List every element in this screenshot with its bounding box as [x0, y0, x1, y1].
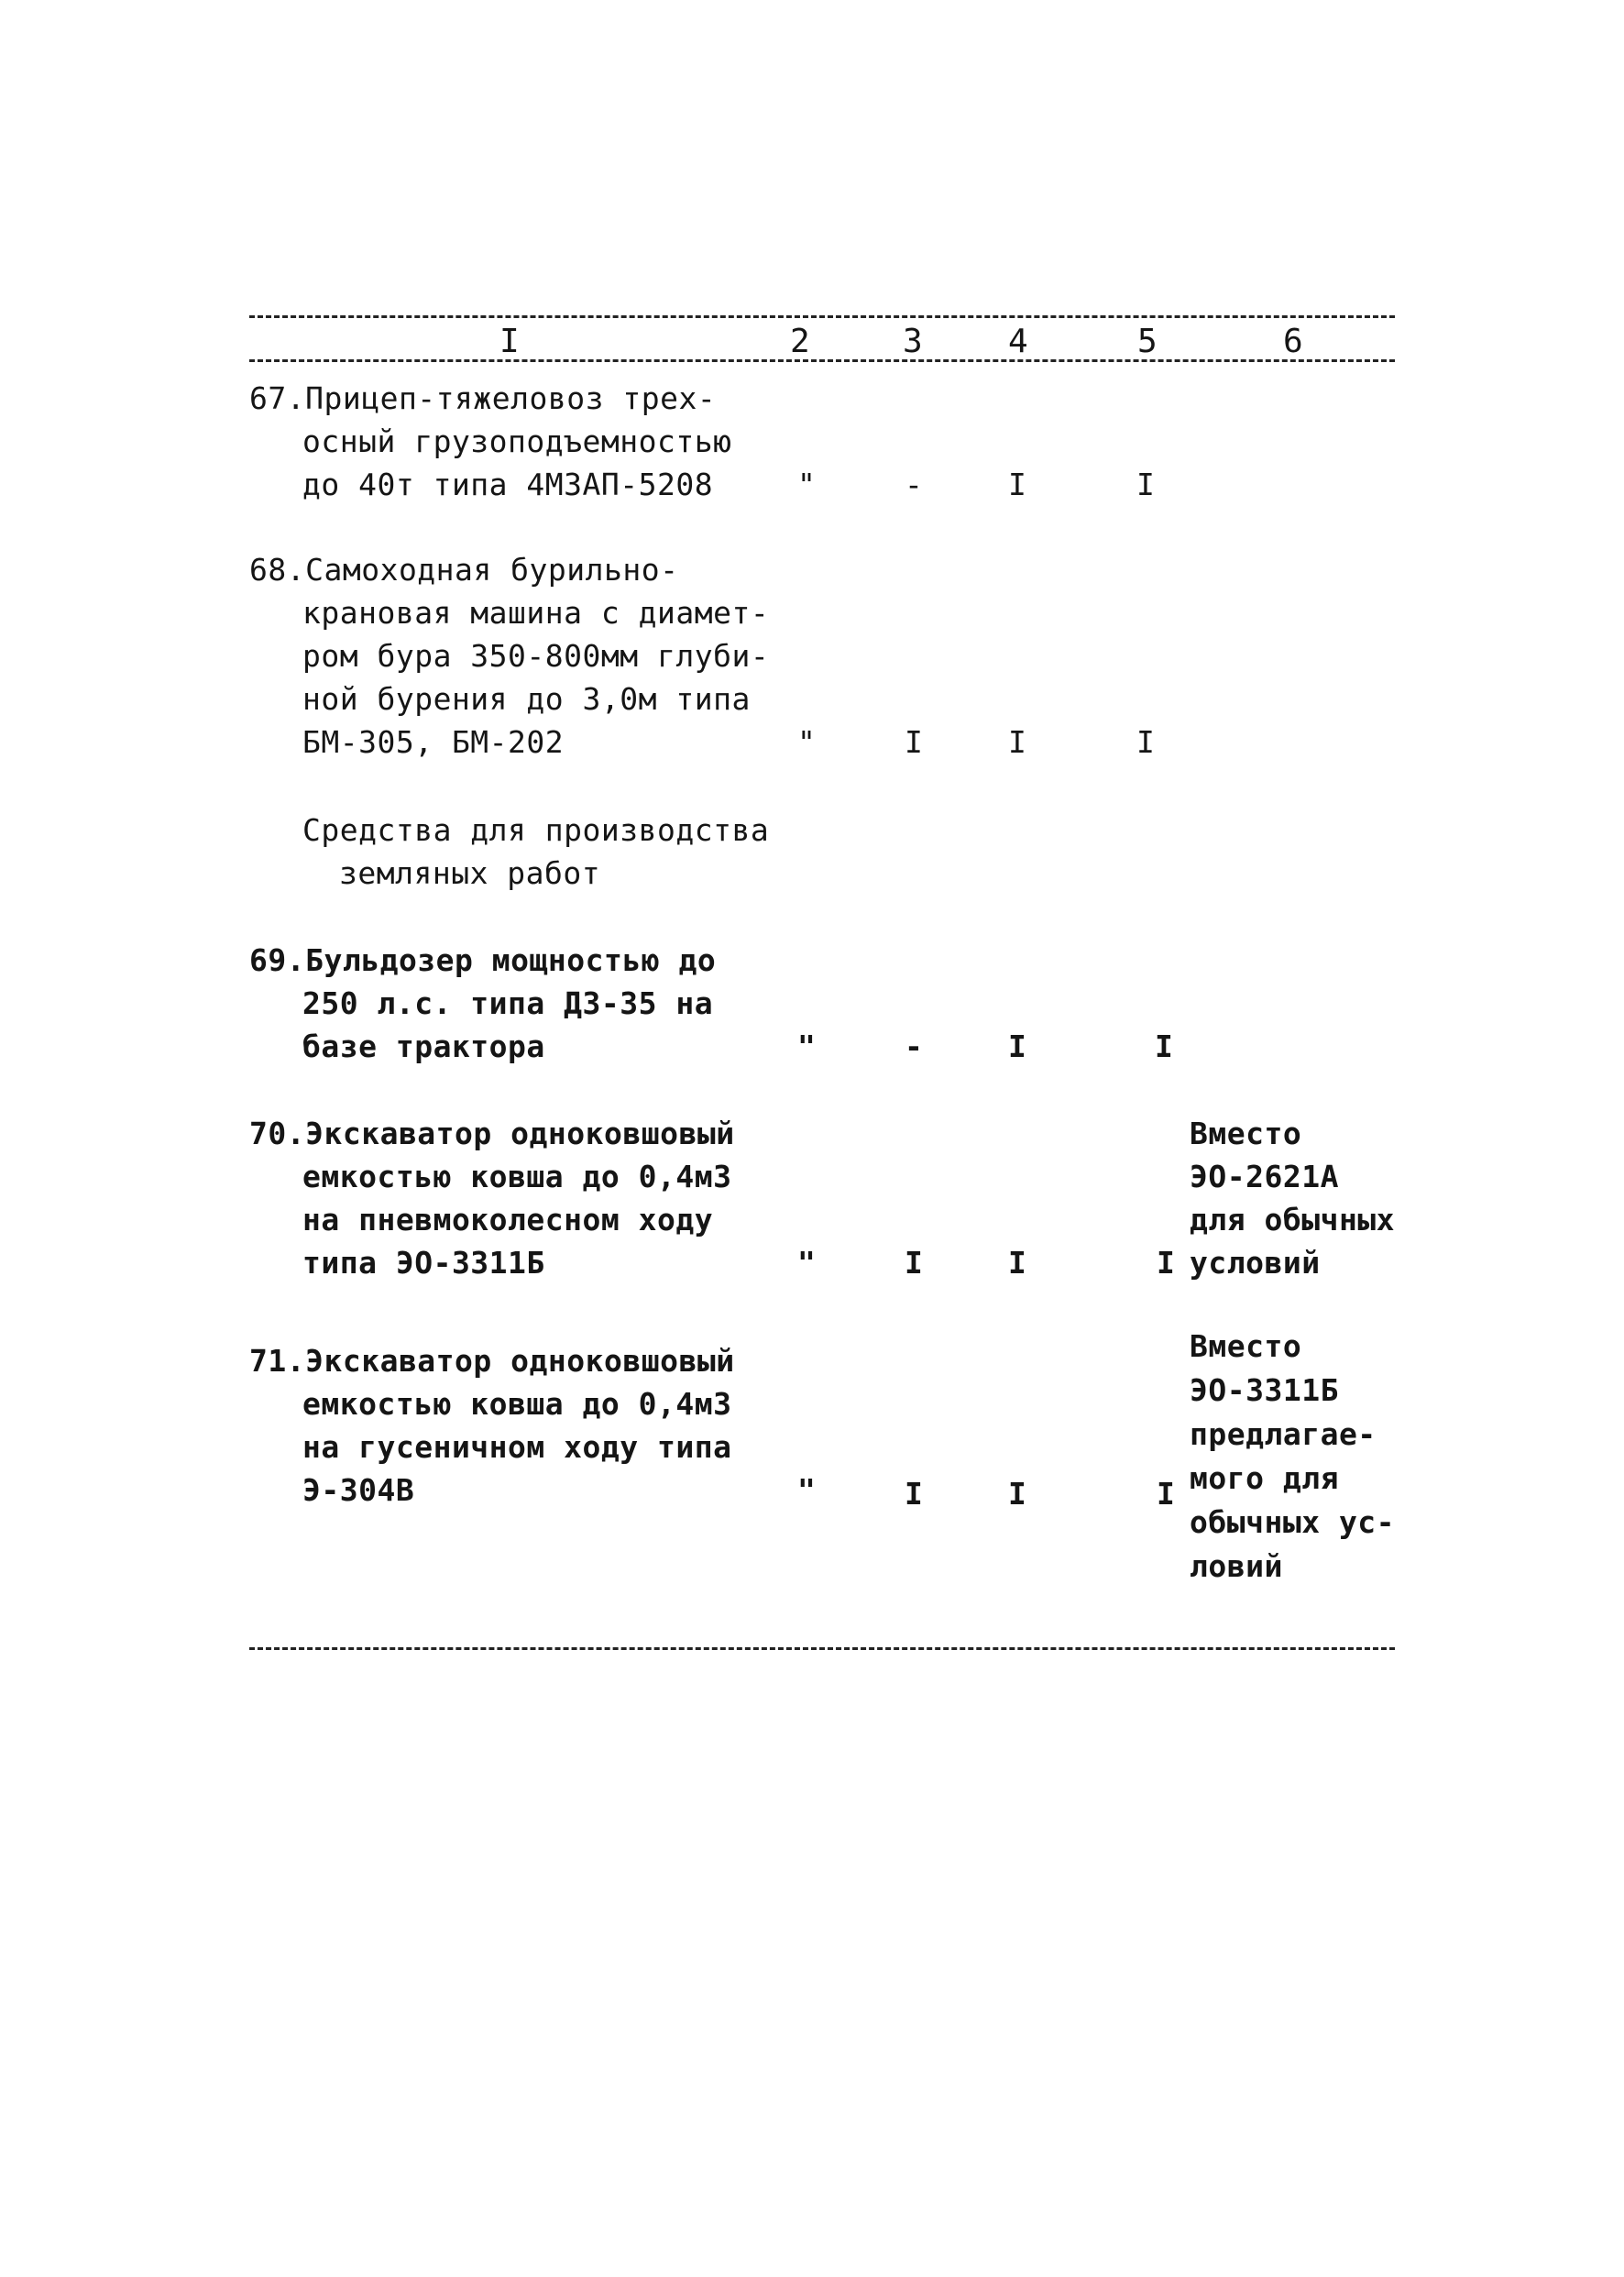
- entry-71-note-line-1: Вместо: [1190, 1328, 1302, 1364]
- column-header-1: I: [499, 323, 520, 360]
- entry-68-col4: I: [1008, 724, 1027, 760]
- entry-70-note-line-3: для обычных: [1190, 1202, 1396, 1238]
- entry-71-note-line-5: обычных ус-: [1190, 1504, 1396, 1540]
- entry-71-col2: ": [797, 1472, 817, 1508]
- column-header-3: 3: [903, 323, 923, 360]
- entry-68-col5: I: [1136, 724, 1156, 760]
- entry-70-line-3: на пневмоколесном ходу: [302, 1202, 714, 1238]
- entry-68-line-1: 68.Самоходная бурильно-: [249, 552, 679, 588]
- entry-71-line-1: 71.Экскаватор одноковшовый: [249, 1343, 735, 1379]
- header-bottom-rule: [249, 359, 1395, 362]
- entry-71-line-3: на гусеничном ходу типа: [302, 1429, 732, 1465]
- column-header-5: 5: [1137, 323, 1158, 360]
- header-top-rule: [249, 315, 1395, 318]
- entry-71-note-line-2: ЭО-3311Б: [1190, 1372, 1339, 1408]
- entry-71-col3: I: [905, 1476, 924, 1512]
- entry-71-note-line-3: предлагае-: [1190, 1416, 1377, 1452]
- entry-67-col5: I: [1136, 467, 1156, 502]
- section-heading-line-1: Средства для производства: [302, 812, 770, 848]
- entry-71-line-2: емкостью ковша до 0,4м3: [302, 1386, 732, 1422]
- entry-70-line-4: типа ЭО-3311Б: [302, 1245, 545, 1281]
- entry-70-note-line-4: условий: [1190, 1245, 1321, 1281]
- entry-70-col2: ": [797, 1245, 817, 1281]
- entry-71-note-line-6: ловий: [1190, 1548, 1283, 1584]
- column-header-2: 2: [790, 323, 810, 360]
- entry-70-col3: I: [905, 1245, 924, 1281]
- entry-71-line-4: Э-304В: [302, 1472, 415, 1508]
- entry-69-col4: I: [1008, 1028, 1027, 1064]
- entry-67-col2: ": [797, 467, 817, 502]
- table-bottom-rule: [249, 1647, 1395, 1650]
- entry-69-line-1: 69.Бульдозер мощностью до: [249, 942, 717, 978]
- entry-69-line-3: базе трактора: [302, 1028, 545, 1064]
- entry-67-line-3: до 40т типа 4МЗАП-5208: [302, 467, 714, 502]
- entry-68-line-3: ром бура 350-800мм глуби-: [302, 638, 770, 674]
- entry-68-col3: I: [905, 724, 924, 760]
- entry-69-col5: I: [1155, 1028, 1174, 1064]
- entry-68-line-2: крановая машина с диамет-: [302, 595, 770, 631]
- entry-68-line-4: ной бурения до 3,0м типа: [302, 681, 751, 717]
- entry-70-line-2: емкостью ковша до 0,4м3: [302, 1159, 732, 1194]
- entry-70-line-1: 70.Экскаватор одноковшовый: [249, 1116, 735, 1151]
- entry-71-col5: I: [1157, 1476, 1176, 1512]
- column-header-4: 4: [1008, 323, 1028, 360]
- entry-67-line-1: 67.Прицеп-тяжеловоз трех-: [249, 380, 717, 416]
- entry-68-line-5: БМ-305, БМ-202: [302, 724, 565, 760]
- entry-69-col2: ": [797, 1028, 817, 1064]
- entry-70-col4: I: [1008, 1245, 1027, 1281]
- column-header-6: 6: [1283, 323, 1303, 360]
- entry-67-col4: I: [1008, 467, 1027, 502]
- entry-69-col3: -: [905, 1028, 924, 1064]
- entry-67-line-2: осный грузоподъемностью: [302, 424, 732, 459]
- entry-71-note-line-4: мого для: [1190, 1460, 1339, 1496]
- entry-71-col4: I: [1008, 1476, 1027, 1512]
- entry-69-line-2: 250 л.с. типа ДЗ-35 на: [302, 985, 714, 1021]
- entry-68-col2: ": [797, 724, 817, 760]
- entry-70-col5: I: [1157, 1245, 1176, 1281]
- section-heading-line-2: земляных работ: [339, 855, 601, 891]
- entry-67-col3: -: [905, 467, 924, 502]
- entry-70-note-line-1: Вместо: [1190, 1116, 1302, 1151]
- entry-70-note-line-2: ЭО-2621А: [1190, 1159, 1339, 1194]
